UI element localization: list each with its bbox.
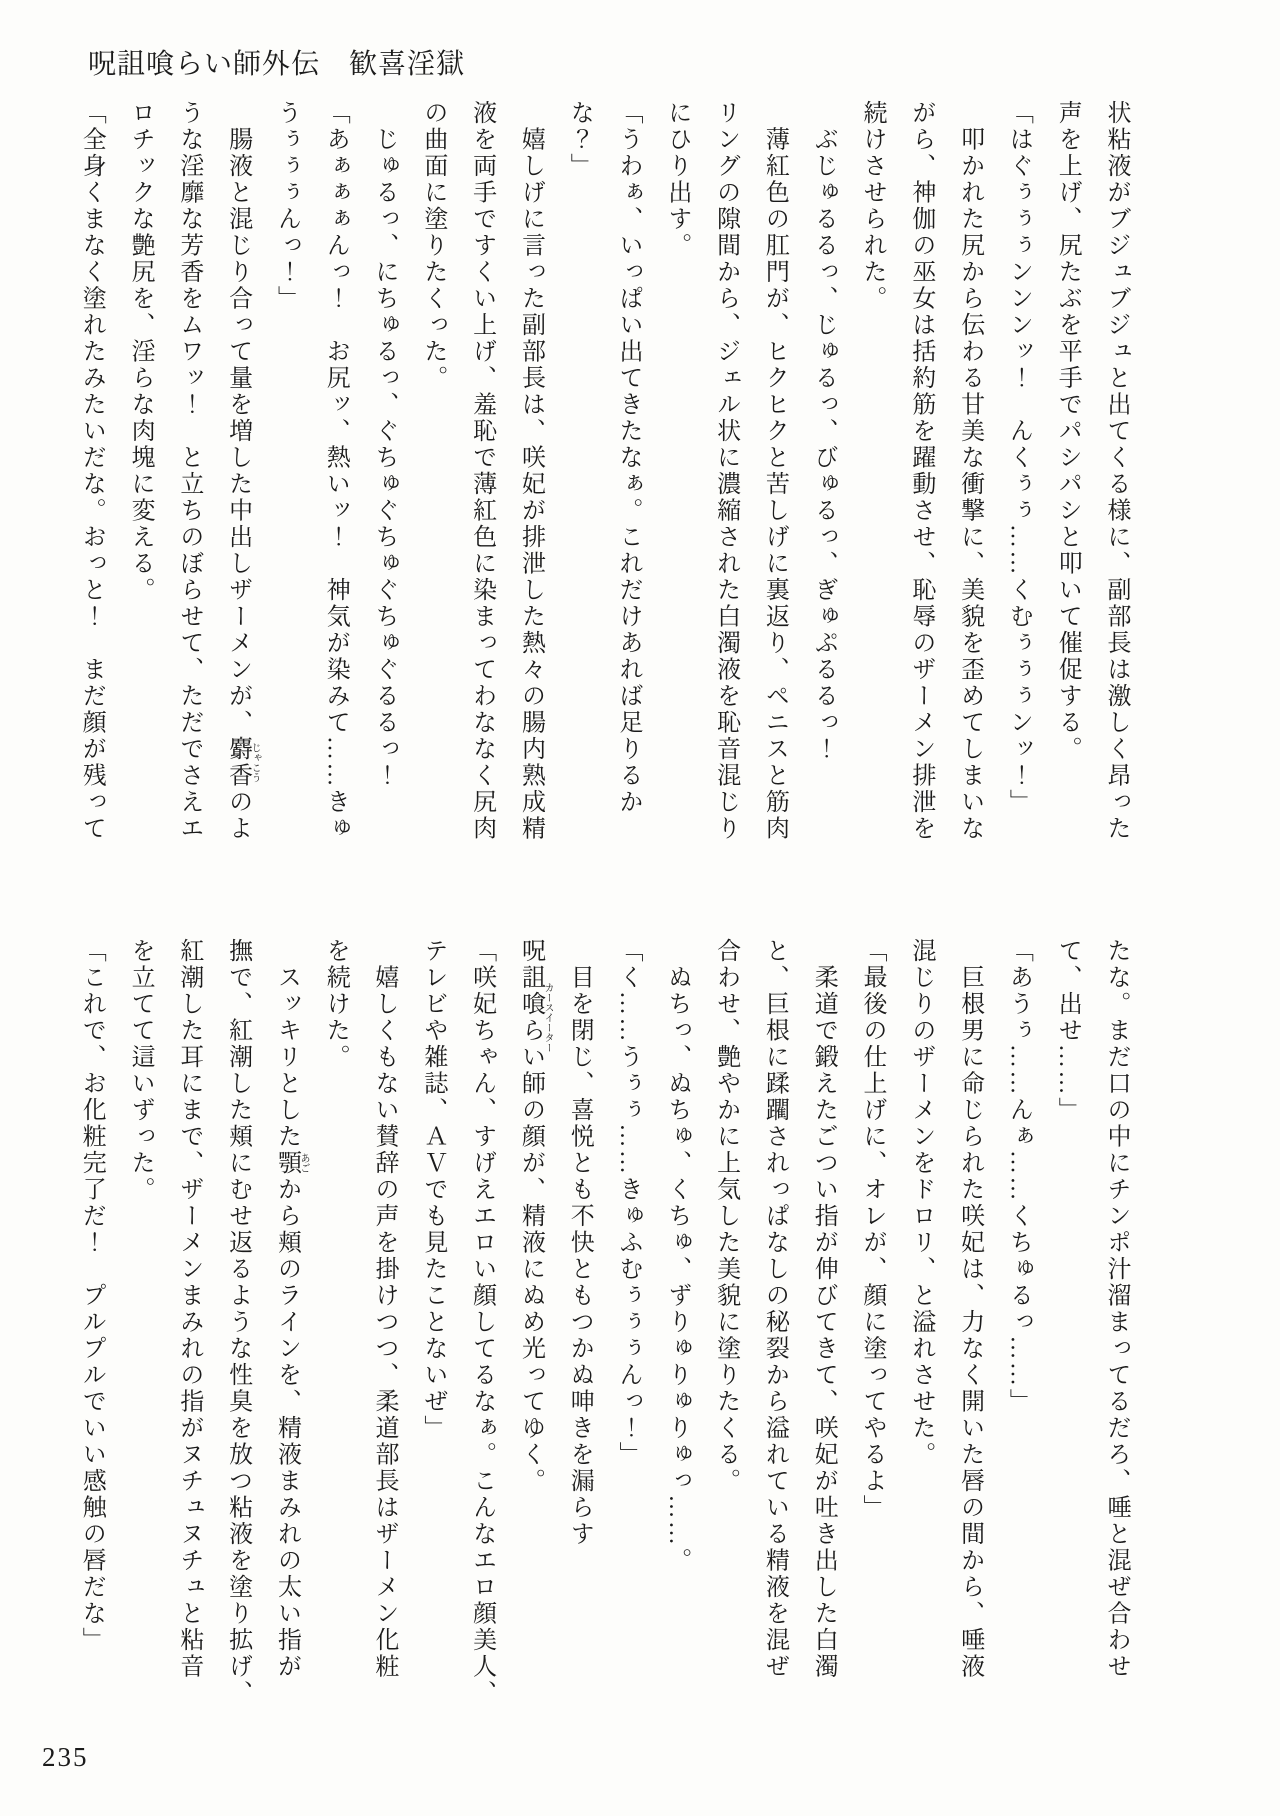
text-column: 目を閉じ、喜悦とも不快ともつかぬ呻きを漏らす — [566, 938, 593, 1548]
text-column: 呪詛喰らい師カースイーターの顔が、精液にぬめ光ってゆく。 — [517, 938, 553, 1495]
text-column: の曲面に塗りたくった。 — [419, 100, 446, 392]
text-column: スッキリとした顎あごから頬のラインを、精液まみれの太い指が — [273, 938, 309, 1680]
text-column: 状粘液がブジュブジュと出てくる様に、副部長は激しく昂った — [1103, 100, 1129, 842]
furigana-ruby: 呪詛喰らい師カースイーター — [517, 938, 553, 1097]
text-column: 薄紅色の肛門が、ヒクヒクと苦しげに裏返り、ペニスと筋肉 — [761, 100, 788, 842]
text-column: リングの隙間から、ジェル状に濃縮された白濁液を恥音混じり — [712, 100, 739, 842]
text-column: 「く……うぅぅ……きゅふむぅぅぅんっ！」 — [615, 938, 642, 1468]
text-column: て、出せ……」 — [1054, 938, 1081, 1124]
text-band-lower — [63, 938, 1140, 1720]
text-column: 腸液と混じり合って量を増した中出しザーメンが、麝香じゃこうのよ — [224, 100, 261, 842]
text-column: 液を両手ですくい上げ、羞恥で薄紅色に染まってわななく尻肉 — [468, 100, 495, 842]
text-column: 「咲妃ちゃん、すげえエロい顔してるなぁ。こんなエロ顔美人、 — [468, 938, 495, 1707]
text-column: と、巨根に蹂躙されっぱなしの秘裂から溢れている精液を混ぜ — [761, 938, 788, 1680]
text-column: 「はぐぅぅぅンンンッ！ んくぅぅ……くむぅぅぅンッ！」 — [1005, 100, 1032, 816]
furigana-ruby: 麝香じゃこう — [224, 736, 261, 789]
text-column: じゅるっ、にちゅるっ、ぐちゅぐちゅぐちゅぐるるっ！ — [371, 100, 398, 789]
text-column: を続けた。 — [322, 938, 349, 1071]
text-column: にひり出す。 — [663, 100, 690, 259]
page-number: 235 — [42, 1742, 89, 1772]
text-column: ぶじゅるるっ、じゅるっ、びゅるっ、ぎゅぷるるっ！ — [810, 100, 837, 763]
text-column: 「あうぅ……んぁ……くちゅるっ……」 — [1005, 938, 1032, 1415]
text-column: 声を上げ、尻たぶを平手でパシパシと叩いて催促する。 — [1054, 100, 1081, 763]
text-band-upper — [63, 100, 1140, 882]
text-column: な？」 — [566, 100, 593, 180]
text-column: ぬちっ、ぬちゅ、くちゅ、ずりゅりゅりゅっ……。 — [663, 938, 690, 1574]
text-column: 叩かれた尻から伝わる甘美な衝撃に、美貌を歪めてしまいな — [956, 100, 983, 842]
text-column: 巨根男に命じられた咲妃は、力なく開いた唇の間から、唾液 — [956, 938, 983, 1680]
text-column: 「あぁぁぁんっ！ お尻ッ、熱いッ！ 神気が染みて……きゅ — [322, 100, 349, 842]
text-column: 混じりのザーメンをドロリ、と溢れさせた。 — [907, 938, 934, 1468]
text-column: うぅぅぅんっ！」 — [273, 100, 300, 312]
text-column: 合わせ、艶やかに上気した美貌に塗りたくる。 — [712, 938, 739, 1495]
furigana-ruby: 顎あご — [273, 1150, 309, 1177]
text-column: たな。まだ口の中にチンポ汁溜まってるだろ、唾と混ぜ合わせ — [1103, 938, 1129, 1680]
text-column: うな淫靡な芳香をムワッ！ と立ちのぼらせて、ただでさえエ — [175, 100, 202, 842]
text-column: 「全身くまなく塗れたみたいだな。おっと！ まだ顔が残って — [78, 100, 105, 842]
text-column: を立てて這いずった。 — [127, 938, 154, 1203]
text-column: 「これで、お化粧完了だ！ プルプルでいい感触の唇だな」 — [78, 938, 105, 1654]
text-column: 撫で、紅潮した頬にむせ返るような性臭を放つ粘液を塗り拡げ、 — [224, 938, 251, 1707]
text-column: テレビや雑誌、ＡＶでも見たことないぜ」 — [419, 938, 446, 1442]
text-column: 「うわぁ、いっぱい出てきたなぁ。これだけあれば足りるか — [615, 100, 642, 816]
text-column: 柔道で鍛えたごつい指が伸びてきて、咲妃が吐き出した白濁 — [810, 938, 837, 1680]
text-column: 「最後の仕上げに、オレが、顔に塗ってやるよ」 — [859, 938, 886, 1521]
text-column: 嬉しげに言った副部長は、咲妃が排泄した熱々の腸内熟成精 — [517, 100, 544, 842]
text-column: 嬉しくもない賛辞の声を掛けつつ、柔道部長はザーメン化粧 — [371, 938, 398, 1680]
text-column: ロチックな艶尻を、淫らな肉塊に変える。 — [127, 100, 154, 604]
text-column: 紅潮した耳にまで、ザーメンまみれの指がヌチュヌチュと粘音 — [175, 938, 202, 1680]
text-column: 続けさせられた。 — [859, 100, 886, 312]
text-column: がら、神伽の巫女は括約筋を躍動させ、恥辱のザーメン排泄を — [907, 100, 934, 842]
running-header-title: 呪詛喰らい師外伝 歓喜淫獄 — [88, 49, 466, 80]
